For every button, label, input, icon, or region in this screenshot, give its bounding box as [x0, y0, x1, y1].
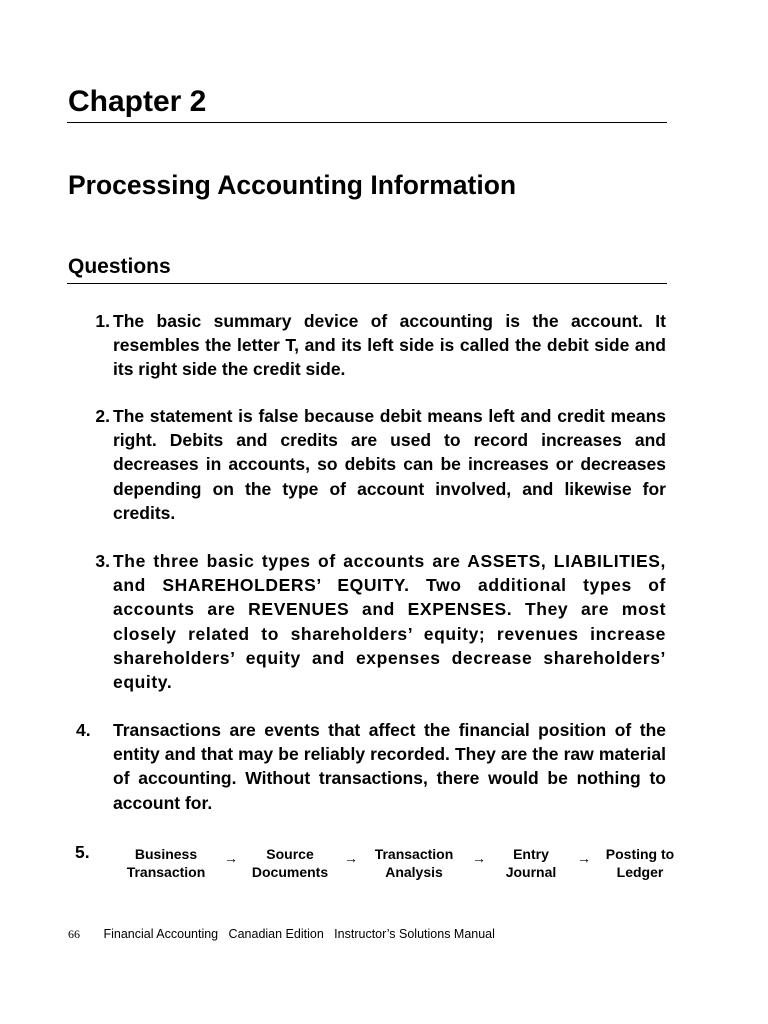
question-text: The basic summary device of accounting is the account. It resembles the letter T, and its left side is called the debit side and its right side the credit side.: [113, 311, 666, 380]
footer-text: Financial Accounting Canadian Edition Instructor’s Solutions Manual: [103, 927, 495, 941]
arrow-right-icon: →: [224, 850, 238, 866]
question-text: The three basic types of accounts are ASSETS, LIABILITIES, and SHAREHOLDERS’ EQUITY. Two additional types of accounts are REVENUES and EXPENSES. They are most closely related to shareholders’ equity; revenues increase shareholders’ equity and expenses decrease shareholders’ equity.: [113, 551, 666, 693]
question-number: 3.: [95, 551, 110, 571]
flow-step-label: Transaction: [374, 846, 454, 862]
flow-step-label: Source: [266, 846, 314, 862]
flow-step-label: Documents: [251, 864, 329, 880]
flow-step-label: Analysis: [385, 864, 443, 880]
chapter-divider: [67, 122, 667, 123]
chapter-title: Processing Accounting Information: [68, 170, 517, 200]
section-heading: Questions: [68, 255, 171, 278]
question-number: 2.: [95, 406, 110, 426]
question-text: The statement is false because debit means left and credit means right. Debits and credits are used to record increases and decreases in accounts, so debits can be increases or decreases depending on the type of account involved, and likewise for credits.: [113, 406, 666, 523]
chapter-heading: Chapter 2: [68, 85, 207, 118]
question-item-4: [70, 718, 666, 815]
question-number: 1.: [95, 311, 110, 331]
arrow-right-icon: →: [577, 850, 591, 866]
flow-step-label: Business: [134, 846, 198, 862]
question-item-1: [70, 309, 666, 382]
section-divider: [67, 283, 667, 284]
flow-step-entry-journal: [494, 845, 568, 881]
question-text: Transactions are events that affect the financial position of the entity and that may be reliably recorded. They are the raw material of accounting. Without transactions, there would be nothing to account for.: [113, 720, 666, 813]
flow-step-business-transaction: [118, 845, 214, 881]
arrow-right-icon: →: [472, 850, 486, 866]
page-number: 66: [68, 927, 80, 941]
arrow-right-icon: →: [344, 850, 358, 866]
flow-step-transaction-analysis: [364, 845, 464, 881]
flow-step-posting-to-ledger: [598, 845, 682, 881]
flow-step-label: Journal: [505, 864, 557, 880]
flow-step-label: Entry: [513, 846, 549, 862]
question-item-3: [70, 549, 666, 694]
flow-step-source-documents: [244, 845, 336, 881]
question-number: 4.: [76, 720, 91, 740]
flow-step-label: Posting to: [605, 846, 675, 862]
page-footer: [68, 926, 495, 942]
flow-step-label: Transaction: [126, 864, 206, 880]
question-item-2: [70, 404, 666, 525]
flow-step-label: Ledger: [616, 864, 664, 880]
accounting-process-flow: [0, 845, 768, 885]
question-number: 5.: [75, 842, 90, 862]
